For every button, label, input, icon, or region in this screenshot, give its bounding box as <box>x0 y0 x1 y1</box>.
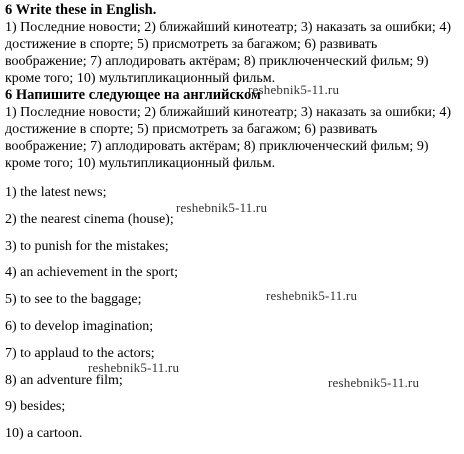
watermark-text: reshebnik5-11.ru <box>88 360 180 375</box>
section-heading-english: 6 Write these in English. <box>5 2 157 18</box>
answer-item-1: 1) the latest news; <box>5 185 107 200</box>
answer-item-7: 7) to applaud to the actors; <box>5 345 155 361</box>
answer-item-10: 10) a cartoon. <box>5 426 83 442</box>
watermark-text: reshebnik5-11.ru <box>266 288 358 303</box>
answer-item-4: 4) an achievement in the sport; <box>5 265 178 281</box>
answer-item-2: 2) the nearest cinema (house); <box>5 211 174 227</box>
answer-item-3: 3) to punish for the mistakes; <box>5 238 169 254</box>
watermark-text: reshebnik5-11.ru <box>328 375 420 390</box>
task-text-english: 1) Последние новости; 2) ближайший кинотеатр; 3) наказать за ошибки; 4) достижение в спорте; 5) присмотреть за багажом; 6) развивать воображение; 7) аплодировать актёрам; 8) приключенческий фильм; 9) кроме того; 10) мультипликационный фильм. <box>5 20 451 86</box>
answer-item-9: 9) besides; <box>5 399 66 415</box>
watermark-text: reshebnik5-11.ru <box>176 200 268 215</box>
task-text-russian: 1) Последние новости; 2) ближайший кинотеатр; 3) наказать за ошибки; 4) достижение в спорте; 5) присмотреть за багажом; 6) развивать воображение; 7) аплодировать актёрам; 8) приключенческий фильм; 9) кроме того; 10) мультипликационный фильм. <box>5 105 451 171</box>
answer-item-8: 8) an adventure film; <box>5 372 123 388</box>
answer-item-6: 6) to develop imagination; <box>5 318 154 334</box>
section-heading-russian: 6 Напишите следующее на английском <box>5 87 261 103</box>
answer-item-5: 5) to see to the baggage; <box>5 292 142 308</box>
answers-list <box>5 184 460 442</box>
watermark-text: reshebnik5-11.ru <box>248 82 340 97</box>
